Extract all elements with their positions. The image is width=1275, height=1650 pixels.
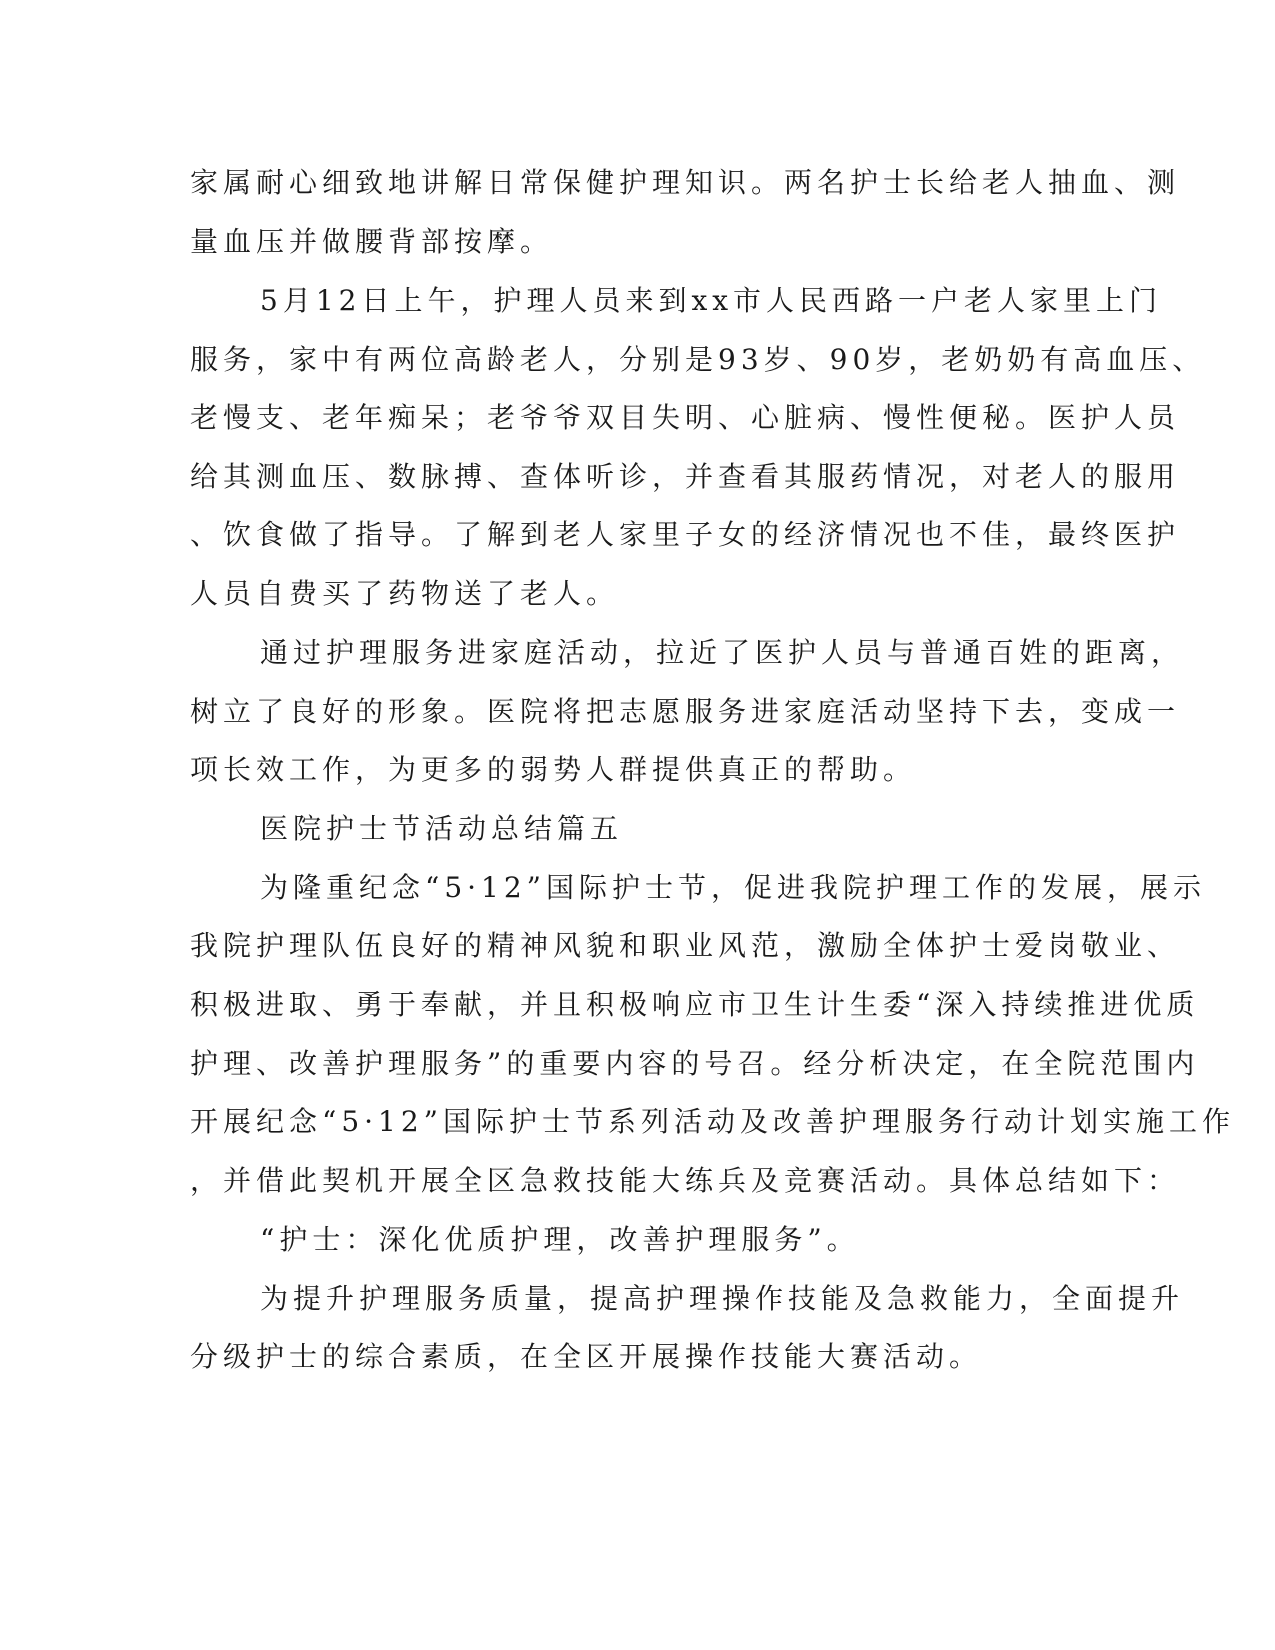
text-line: 、饮食做了指导。了解到老人家里子女的经济情况也不佳，最终医护 [190, 518, 1181, 551]
text-line: 老慢支、老年痴呆；老爷爷双目失明、心脏病、慢性便秘。医护人员 [190, 401, 1181, 434]
text-line: 分级护士的综合素质，在全区开展操作技能大赛活动。 [190, 1340, 983, 1373]
slogan-line: “护士：深化优质护理，改善护理服务”。 [260, 1223, 860, 1256]
paragraph-first-line: 为隆重纪念“5·12”国际护士节，促进我院护理工作的发展，展示 [260, 871, 1206, 904]
text-line: 服务，家中有两位高龄老人，分别是93岁、90岁，老奶奶有高血压、 [190, 343, 1206, 376]
text-line: 护理、改善护理服务”的重要内容的号召。经分析决定，在全院范围内 [190, 1047, 1200, 1080]
text-line: 积极进取、勇于奉献，并且积极响应市卫生计生委“深入持续推进优质 [190, 988, 1200, 1021]
text-line: 项长效工作，为更多的弱势人群提供真正的帮助。 [190, 753, 917, 786]
section-heading: 医院护士节活动总结篇五 [260, 812, 624, 845]
text-line: 人员自费买了药物送了老人。 [190, 577, 620, 610]
paragraph-first-line: 为提升护理服务质量，提高护理操作技能及急救能力，全面提升 [260, 1282, 1185, 1315]
paragraph-first-line: 5月12日上午，护理人员来到xx市人民西路一户老人家里上门 [260, 284, 1163, 317]
text-line: 量血压并做腰背部按摩。 [190, 225, 554, 258]
text-line: ，并借此契机开展全区急救技能大练兵及竞赛活动。具体总结如下： [190, 1164, 1181, 1197]
text-line: 树立了良好的形象。医院将把志愿服务进家庭活动坚持下去，变成一 [190, 695, 1181, 728]
text-line: 开展纪念“5·12”国际护士节系列活动及改善护理服务行动计划实施工作 [190, 1105, 1235, 1138]
text-line: 家属耐心细致地讲解日常保健护理知识。两名护士长给老人抽血、测 [190, 166, 1181, 199]
text-line: 我院护理队伍良好的精神风貌和职业风范，激励全体护士爱岗敬业、 [190, 929, 1181, 962]
text-line: 给其测血压、数脉搏、查体听诊，并查看其服药情况，对老人的服用 [190, 460, 1181, 493]
paragraph-first-line: 通过护理服务进家庭活动，拉近了医护人员与普通百姓的距离， [260, 636, 1185, 669]
